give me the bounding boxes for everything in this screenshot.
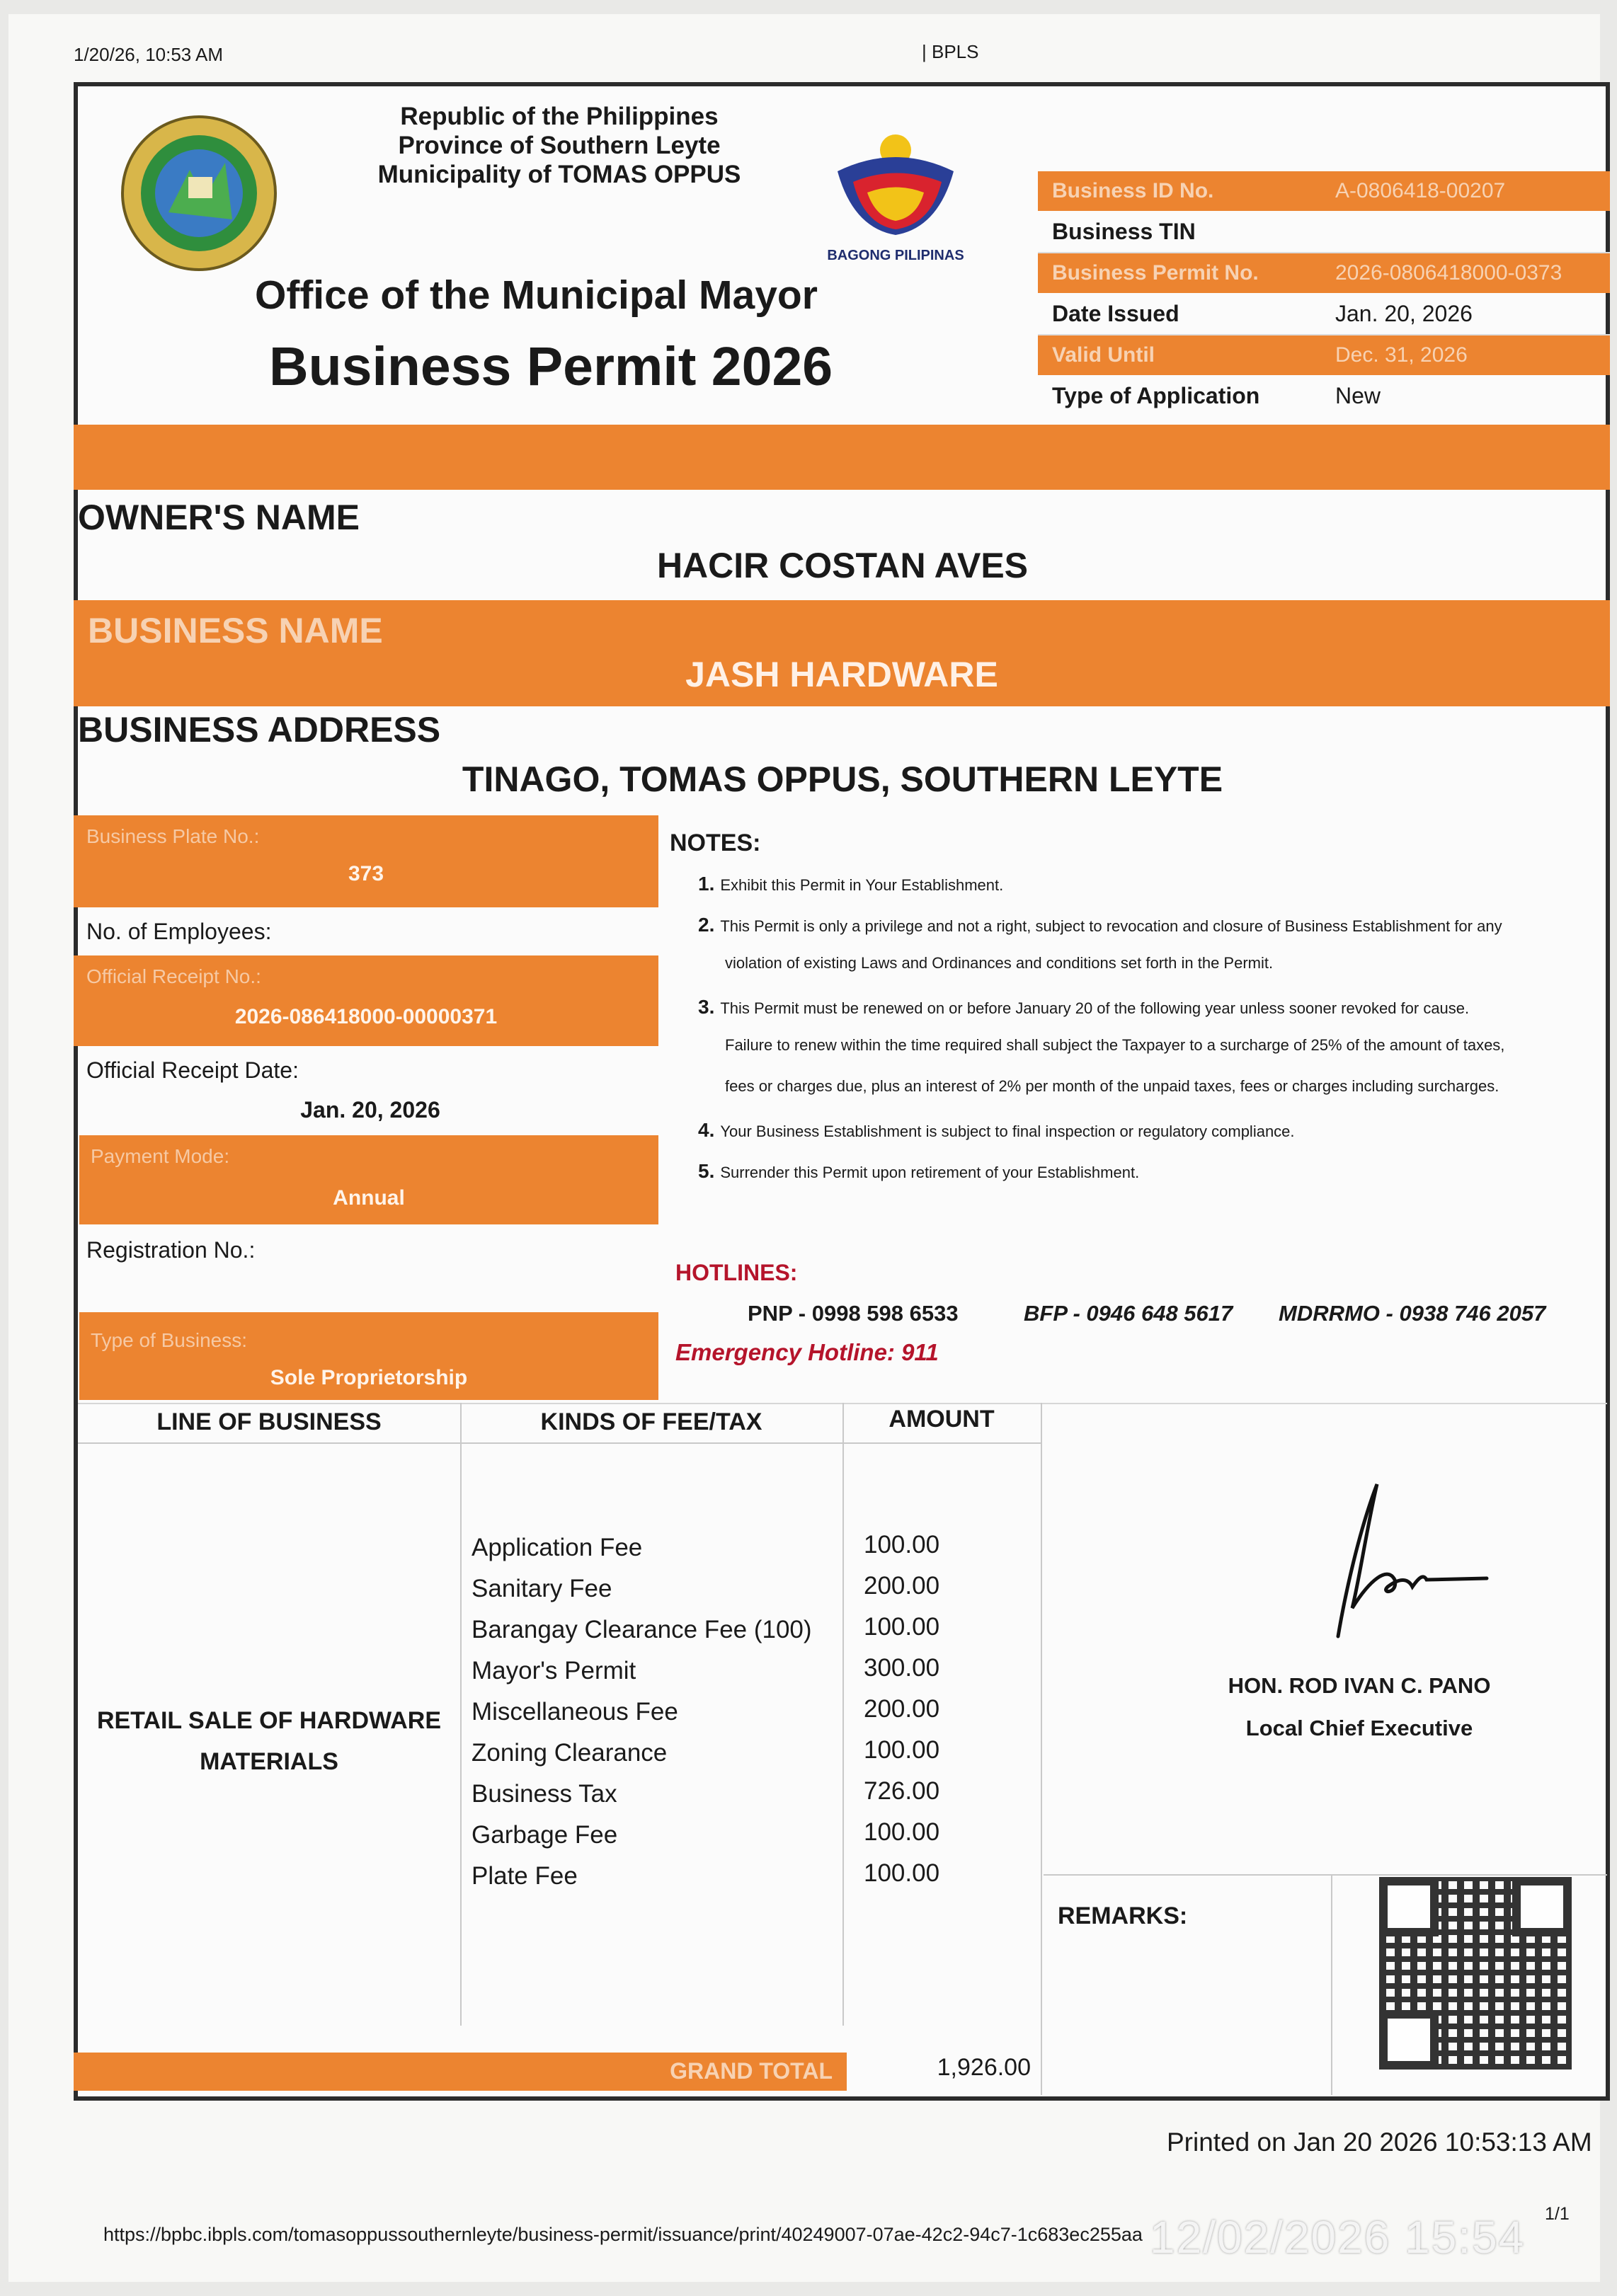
office-title: Office of the Municipal Mayor [255,272,818,318]
signature-icon [1253,1474,1494,1658]
note-2-cont: violation of existing Laws and Ordinances and conditions set forth in the Permit. [725,954,1274,972]
col-amount: AMOUNT [889,1406,995,1433]
hotline-pnp: PNP - 0998 598 6533 [748,1301,959,1326]
info-row-tin [1038,211,1610,253]
fee-name: Barangay Clearance Fee (100) [472,1616,812,1643]
grand-total-label: GRAND TOTAL [670,2058,833,2084]
grand-total-bar [74,2053,847,2091]
info-row-date-issued [1038,293,1610,335]
fee-name: Mayor's Permit [472,1657,636,1684]
receipt-no-value: 2026-086418000-00000371 [234,1005,498,1028]
print-timestamp: 1/20/26, 10:53 AM [74,44,224,65]
hotlines-title: HOTLINES: [675,1260,798,1285]
business-name-band [74,600,1610,706]
permit-info-table [1038,171,1610,416]
fee-name: Sanitary Fee [472,1575,612,1602]
note-3-cont-1: Failure to renew within the time required shall subject the Taxpayer to a surcharge of 25% of the amount of taxes, [725,1036,1505,1054]
business-type-block [79,1312,658,1400]
grand-total-amount: 1,926.00 [937,2054,1031,2081]
note-5: 5. Surrender this Permit upon retirement of your Establishment. [698,1160,1140,1182]
fee-names [472,1527,840,1897]
info-row-valid-until [1038,335,1610,375]
fee-name: Business Tax [472,1780,617,1808]
permit-frame [74,82,1610,2101]
printed-on: Printed on Jan 20 2026 10:53:13 AM [1167,2128,1592,2157]
emergency-hotline: Emergency Hotline: 911 [675,1339,939,1365]
qr-code-icon [1379,1877,1572,2070]
fee-amount: 100.00 [864,1736,940,1764]
info-row-permit-no [1038,253,1610,293]
note-3-cont-2: fees or charges due, plus an interest of 2% per month of the unpaid taxes, fees or charges including surcharges. [725,1077,1499,1095]
remarks-label: REMARKS: [1058,1902,1188,1929]
info-label: Business ID No. [1052,179,1214,202]
info-value: A-0806418-00207 [1335,179,1506,202]
hotline-mdrrmo: MDRRMO - 0938 746 2057 [1279,1301,1546,1326]
fee-amount: 200.00 [864,1695,940,1723]
note-4: 4. Your Business Establishment is subject to final inspection or regulatory compliance. [698,1119,1295,1141]
info-label: Date Issued [1052,300,1179,326]
print-page-title: | BPLS [922,41,979,62]
registration-label: Registration No.: [86,1237,256,1263]
page-count: 1/1 [1545,2204,1570,2224]
signatory-title: Local Chief Executive [1245,1716,1473,1740]
payment-mode-value: Annual [333,1186,405,1210]
owner-label: OWNER'S NAME [78,498,360,537]
owner-name: HACIR COSTAN AVES [656,546,1029,585]
fee-amount: 100.00 [864,1613,940,1641]
info-label: Type of Application [1052,382,1260,408]
receipt-date-label: Official Receipt Date: [86,1057,299,1083]
address-label: BUSINESS ADDRESS [78,710,441,750]
municipal-seal-icon [119,113,279,273]
employees-label: No. of Employees: [86,919,272,944]
fee-name: Plate Fee [472,1862,578,1890]
business-name-label: BUSINESS NAME [88,611,383,650]
bagong-pilipinas-caption: BAGONG PILIPINAS [827,248,964,263]
print-url: https://bpbc.ibpls.com/tomasoppussouthernleyte/business-permit/issuance/print/40249007-07ae-42c2-94c7-1c683ec255aa [103,2224,1143,2245]
fee-amount: 726.00 [864,1777,940,1805]
fee-amounts [864,1525,1034,1894]
fee-name: Zoning Clearance [472,1739,668,1767]
info-value: New [1335,382,1381,408]
fee-name: Garbage Fee [472,1821,618,1849]
business-type-value: Sole Proprietorship [270,1366,468,1389]
business-address: TINAGO, TOMAS OPPUS, SOUTHERN LEYTE [462,759,1223,799]
plate-no-block [74,815,658,907]
receipt-no-label: Official Receipt No.: [86,965,261,987]
notes-title: NOTES: [670,830,761,856]
receipt-date-value: Jan. 20, 2026 [300,1097,440,1123]
camera-timestamp: 12/02/2026 15:54 [1150,2212,1526,2263]
fee-name: Application Fee [472,1534,643,1561]
note-1: 1. Exhibit this Permit in Your Establishment. [698,873,1004,895]
info-value: 2026-0806418000-0373 [1335,261,1562,285]
payment-mode-block [79,1135,658,1224]
plate-no-value: 373 [348,862,384,885]
col-line-of-business: LINE OF BUSINESS [156,1408,382,1435]
info-label: Valid Until [1052,343,1155,367]
fee-amount: 200.00 [864,1572,940,1600]
business-type-label: Type of Business: [91,1329,248,1351]
info-row-application-type [1038,375,1610,416]
fee-amount: 300.00 [864,1654,940,1682]
hotline-bfp: BFP - 0946 648 5617 [1024,1301,1233,1326]
header-republic: Republic of the Philippines [400,103,719,130]
info-row-business-id [1038,171,1610,211]
fee-name: Miscellaneous Fee [472,1698,678,1726]
fee-amount: 100.00 [864,1818,940,1846]
fee-amount: 100.00 [864,1859,940,1887]
payment-mode-label: Payment Mode: [91,1145,230,1167]
header-divider-bar [74,425,1610,490]
info-value: Jan. 20, 2026 [1335,300,1473,326]
plate-no-label: Business Plate No.: [86,825,260,847]
document-title: Business Permit 2026 [269,336,833,397]
bagong-pilipinas-logo-icon [825,129,966,242]
signatory-name: HON. ROD IVAN C. PANO [1228,1673,1491,1698]
note-3: 3. This Permit must be renewed on or before January 20 of the following year unless sooner revoked for cause. [698,996,1470,1018]
line-of-business: RETAIL SALE OF HARDWARE MATERIALS [96,1707,442,1775]
info-label: Business TIN [1052,218,1196,244]
info-value: Dec. 31, 2026 [1335,343,1468,367]
permit-paper [8,14,1600,2282]
receipt-no-block [74,955,658,1046]
fee-amount: 100.00 [864,1531,940,1559]
business-name: JASH HARDWARE [685,655,998,694]
header-municipality: Municipality of TOMAS OPPUS [377,161,741,188]
header-province: Province of Southern Leyte [398,132,721,159]
note-2: 2. This Permit is only a privilege and not a right, subject to revocation and closure of Business Establishment for any [698,914,1502,936]
info-label: Business Permit No. [1052,261,1259,285]
col-kind-of-fee: KINDS OF FEE/TAX [540,1408,762,1435]
